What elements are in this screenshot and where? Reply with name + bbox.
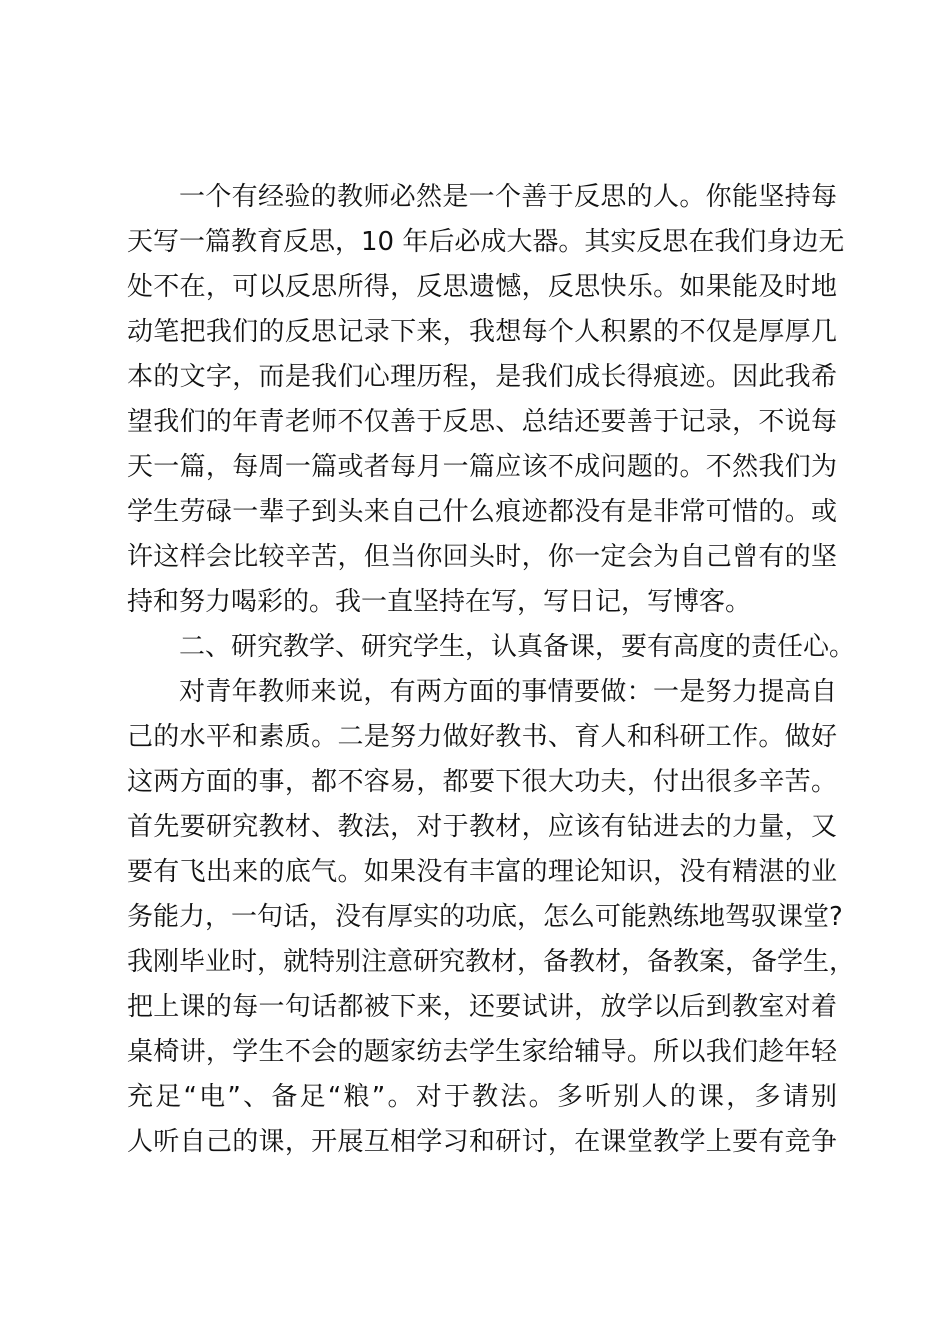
paragraph-teaching-line: 对青年教师来说，有两方面的事情要做：一是努力提高自: [179, 677, 837, 707]
section-heading: 二、研究教学、研究学生，认真备课，要有高度的责任心。: [179, 632, 856, 662]
paragraph-reflection-line: 天写一篇教育反思，10 年后必成大器。其实反思在我们身边无: [127, 227, 845, 257]
body-text: [127, 175, 856, 1165]
paragraph-teaching-line: 己的水平和素质。二是努力做好教书、育人和科研工作。做好: [127, 722, 837, 752]
paragraph-teaching-line: 人听自己的课，开展互相学习和研讨，在课堂教学上要有竞争: [127, 1127, 837, 1157]
paragraph-teaching-line: 充足“电”、备足“粮”。对于教法。多听别人的课，多请别: [127, 1082, 837, 1112]
paragraph-teaching-line: 这两方面的事，都不容易，都要下很大功夫，付出很多辛苦。: [127, 767, 837, 797]
paragraph-reflection-line: 学生劳碌一辈子到头来自己什么痕迹都没有是非常可惜的。或: [127, 497, 837, 527]
paragraph-reflection-line: 处不在，可以反思所得，反思遗憾，反思快乐。如果能及时地: [127, 272, 837, 302]
paragraph-reflection-line: 许这样会比较辛苦，但当你回头时，你一定会为自己曾有的坚: [127, 542, 837, 572]
paragraph-reflection-line: 望我们的年青老师不仅善于反思、总结还要善于记录，不说每: [127, 407, 837, 437]
paragraph-reflection-line: 持和努力喝彩的。我一直坚持在写，写日记，写博客。: [127, 587, 752, 617]
paragraph-teaching-line: 我刚毕业时，就特别注意研究教材，备教材，备教案，备学生，: [127, 947, 856, 977]
paragraph-teaching-line: 桌椅讲，学生不会的题家纺去学生家给辅导。所以我们趁年轻: [127, 1037, 837, 1067]
paragraph-reflection-line: 一个有经验的教师必然是一个善于反思的人。你能坚持每: [179, 182, 837, 212]
paragraph-reflection-line: 本的文字，而是我们心理历程，是我们成长得痕迹。因此我希: [127, 362, 837, 392]
paragraph-teaching-line: 要有飞出来的底气。如果没有丰富的理论知识，没有精湛的业: [127, 857, 837, 887]
paragraph-reflection-line: 动笔把我们的反思记录下来，我想每个人积累的不仅是厚厚几: [127, 317, 837, 347]
paragraph-reflection-line: 天一篇，每周一篇或者每月一篇应该不成问题的。不然我们为: [127, 452, 837, 482]
paragraph-teaching-line: 把上课的每一句话都被下来，还要试讲，放学以后到教室对着: [127, 992, 837, 1022]
paragraph-teaching-line: 务能力，一句话，没有厚实的功底，怎么可能熟练地驾驭课堂?: [127, 902, 843, 932]
paragraph-teaching-line: 首先要研究教材、教法，对于教材，应该有钻进去的力量，又: [127, 812, 837, 842]
